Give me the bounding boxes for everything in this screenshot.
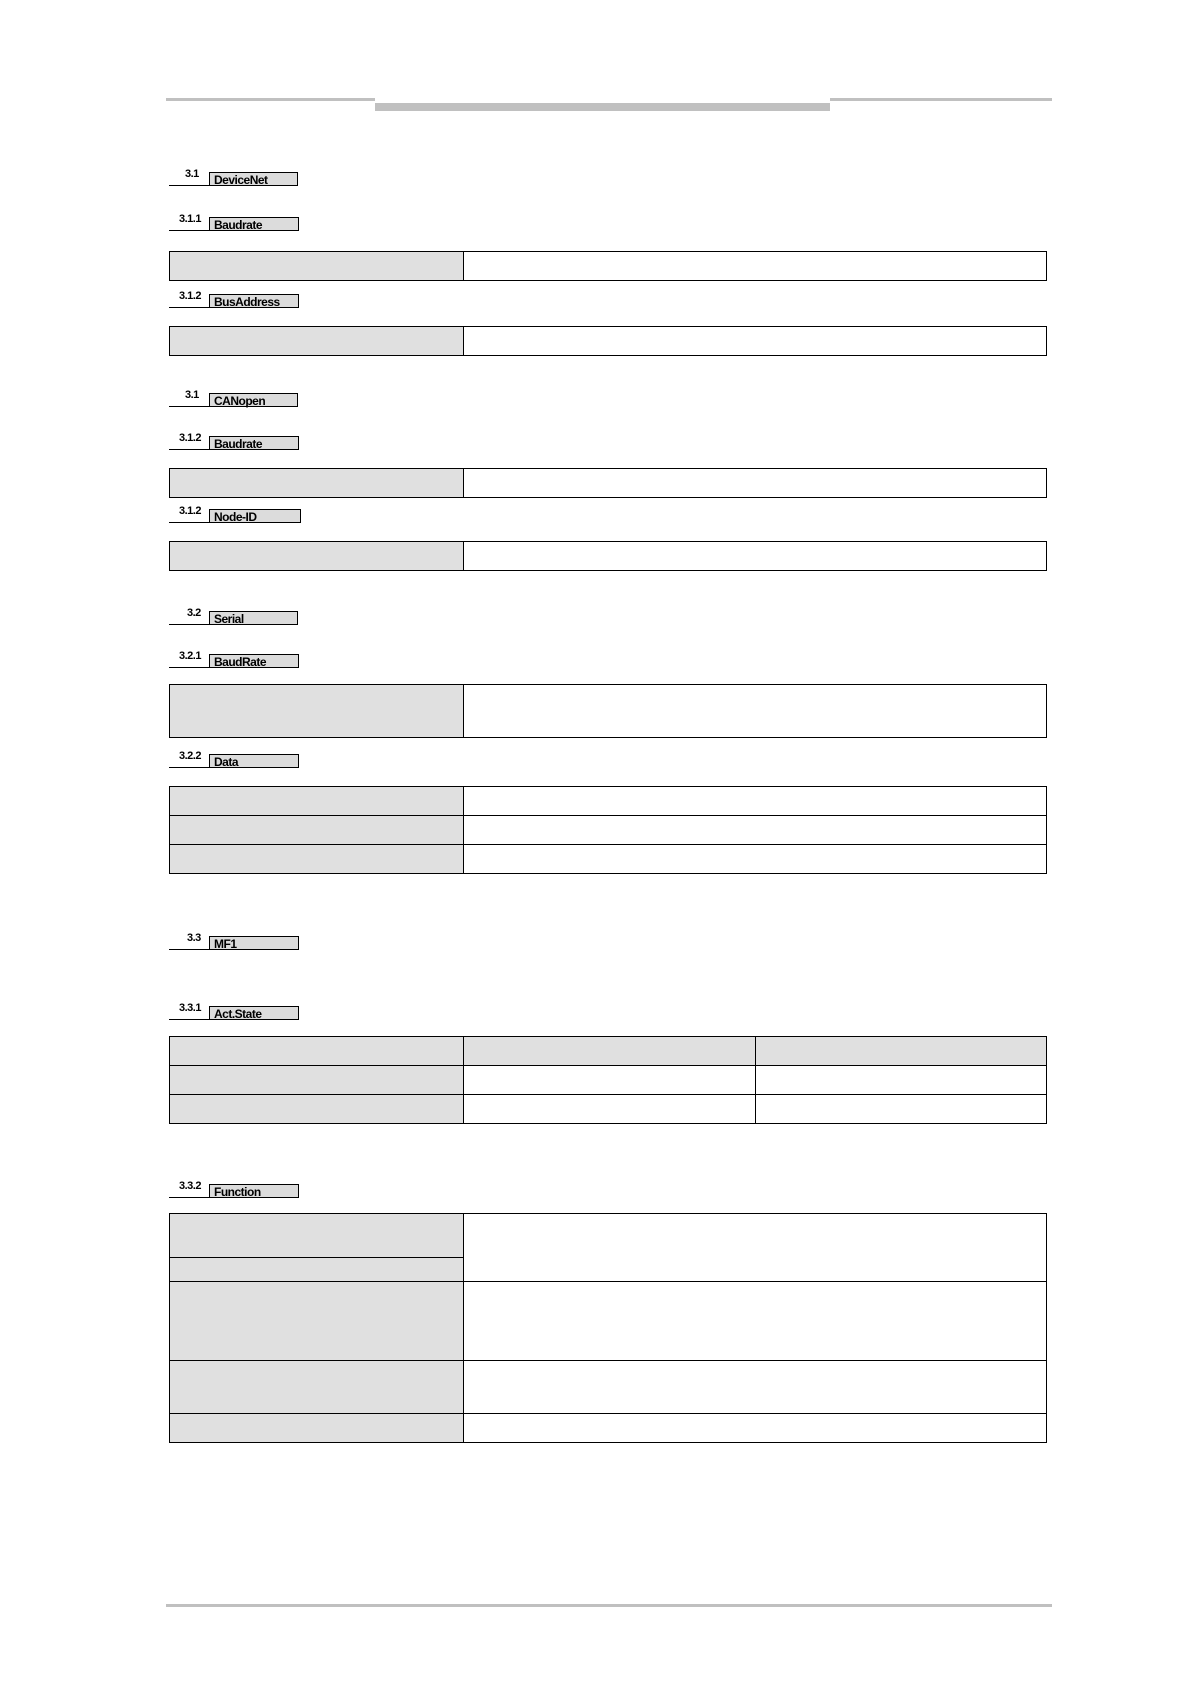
section-number: 3.1.2	[179, 505, 201, 517]
section-number: 3.2.2	[179, 750, 201, 762]
table-cell-key	[170, 845, 464, 874]
heading-leader-line	[169, 230, 209, 231]
heading-leader-line	[169, 307, 209, 308]
table-cell-key	[170, 787, 464, 816]
table-cell-value	[464, 1095, 756, 1124]
table-row	[170, 816, 1047, 845]
table-cell-value	[464, 252, 1047, 281]
table-mf1-function	[169, 1213, 1047, 1443]
section-title: BusAddress	[209, 294, 299, 308]
table-cell-value	[755, 1095, 1047, 1124]
section-title: MF1	[209, 936, 299, 950]
table-devicenet-baudrate	[169, 251, 1047, 281]
table-row	[170, 327, 1047, 356]
table-row	[170, 787, 1047, 816]
table-cell-value	[464, 1414, 1047, 1443]
section-title: Data	[209, 754, 299, 768]
table-canopen-nodeid	[169, 541, 1047, 571]
table-row	[170, 542, 1047, 571]
table-row	[170, 1214, 1047, 1258]
table-cell-value	[464, 816, 1047, 845]
table-row	[170, 845, 1047, 874]
table-cell-value	[464, 469, 1047, 498]
table-cell-key	[170, 542, 464, 571]
table-cell-key	[170, 1361, 464, 1414]
section-title: Act.State	[209, 1006, 299, 1020]
table-cell-value	[464, 787, 1047, 816]
table-row	[170, 1361, 1047, 1414]
table-devicenet-busaddress	[169, 326, 1047, 356]
table-cell-value	[464, 1361, 1047, 1414]
table-cell-key	[170, 685, 464, 738]
table-cell-value	[464, 542, 1047, 571]
heading-leader-line	[169, 767, 209, 768]
section-title: BaudRate	[209, 654, 299, 668]
section-title: Serial	[209, 611, 298, 625]
section-title: Node-ID	[209, 509, 301, 523]
section-number: 3.1	[185, 168, 199, 180]
heading-leader-line	[169, 522, 209, 523]
heading-leader-line	[169, 185, 209, 186]
heading-leader-line	[169, 949, 209, 950]
section-title: DeviceNet	[209, 172, 298, 186]
table-serial-data	[169, 786, 1047, 874]
section-number: 3.1.2	[179, 290, 201, 302]
table-mf1-actstate	[169, 1036, 1047, 1124]
table-cell-key	[170, 1037, 464, 1066]
table-cell-key	[170, 1414, 464, 1443]
table-cell-header	[755, 1037, 1047, 1066]
section-number: 3.1.1	[179, 213, 201, 225]
heading-leader-line	[169, 667, 209, 668]
heading-leader-line	[169, 406, 209, 407]
table-row	[170, 1282, 1047, 1361]
heading-leader-line	[169, 624, 209, 625]
table-cell-key	[170, 469, 464, 498]
header-rule-right	[830, 98, 1052, 101]
section-number: 3.3.2	[179, 1180, 201, 1192]
table-serial-baudrate	[169, 684, 1047, 738]
table-row	[170, 1066, 1047, 1095]
table-cell-value	[464, 1214, 1047, 1282]
section-number: 3.1.2	[179, 432, 201, 444]
table-row	[170, 685, 1047, 738]
table-row	[170, 469, 1047, 498]
section-title: Baudrate	[209, 436, 299, 450]
table-cell-header	[464, 1037, 756, 1066]
table-cell-value	[464, 1066, 756, 1095]
section-title: Function	[209, 1184, 299, 1198]
table-cell-value	[464, 1282, 1047, 1361]
table-canopen-baudrate	[169, 468, 1047, 498]
table-cell-key	[170, 1214, 464, 1258]
section-title: CANopen	[209, 393, 298, 407]
table-cell-value	[755, 1066, 1047, 1095]
table-row	[170, 1414, 1047, 1443]
table-cell-key	[170, 1258, 464, 1282]
section-number: 3.3.1	[179, 1002, 201, 1014]
section-number: 3.3	[187, 932, 201, 944]
table-row	[170, 1037, 1047, 1066]
table-row	[170, 252, 1047, 281]
heading-leader-line	[169, 1019, 209, 1020]
section-title: Baudrate	[209, 217, 299, 231]
table-cell-value	[464, 327, 1047, 356]
section-number: 3.1	[185, 389, 199, 401]
header-rule-center	[375, 103, 830, 111]
heading-leader-line	[169, 449, 209, 450]
table-row	[170, 1095, 1047, 1124]
table-cell-key	[170, 252, 464, 281]
table-cell-value	[464, 685, 1047, 738]
table-cell-key	[170, 1095, 464, 1124]
footer-rule	[166, 1604, 1052, 1607]
table-cell-key	[170, 1066, 464, 1095]
table-cell-key	[170, 816, 464, 845]
table-cell-key	[170, 1282, 464, 1361]
table-cell-key	[170, 327, 464, 356]
heading-leader-line	[169, 1197, 209, 1198]
section-number: 3.2.1	[179, 650, 201, 662]
table-cell-value	[464, 845, 1047, 874]
section-number: 3.2	[187, 607, 201, 619]
header-rule-left	[166, 98, 375, 101]
